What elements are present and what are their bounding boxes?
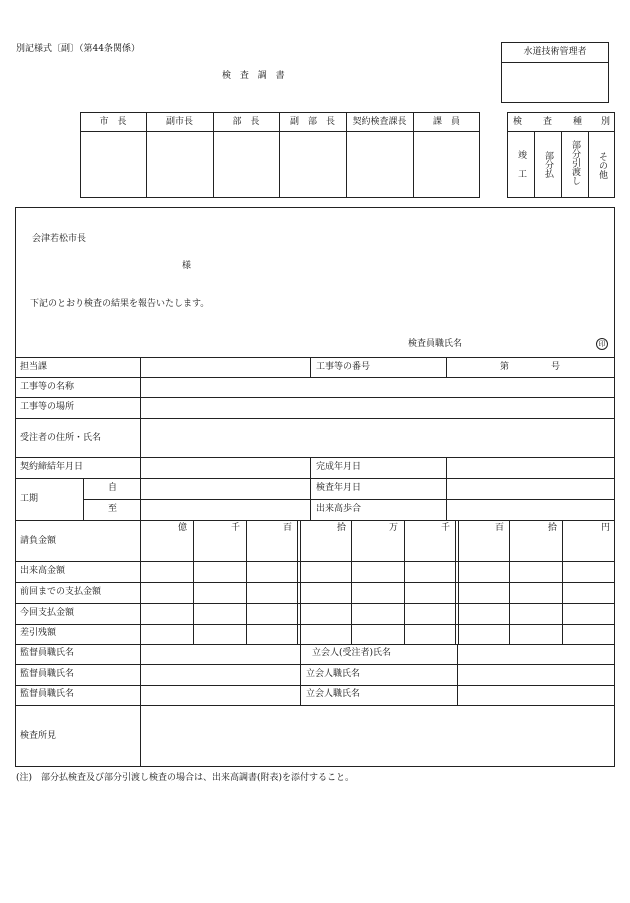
honorific: 様 <box>182 261 192 271</box>
type-partial-payment: 部分払 <box>543 151 553 178</box>
footnote: (注) 部分払検査及び部分引渡し検査の場合は、出来高調書(附表)を添付すること。 <box>16 773 355 783</box>
progress-rate-label: 出来高歩合 <box>316 504 362 514</box>
form-label: 別記様式〔副〕（第44条関係） <box>16 44 140 54</box>
seal-mark: 印 <box>596 338 608 350</box>
inspection-type-heading: 別 <box>601 117 611 127</box>
addressee: 会津若松市長 <box>32 234 87 244</box>
letter-body: 下記のとおり検査の結果を報告いたします。 <box>30 299 210 309</box>
unit-label: 千 <box>231 523 241 533</box>
approval-vice-mayor: 副市長 <box>165 117 193 127</box>
approval-mayor: 市 長 <box>99 117 127 127</box>
contractor-label: 受注者の住所・氏名 <box>20 433 102 443</box>
work-number-label: 工事等の番号 <box>316 362 371 372</box>
approval-section-chief: 契約検査課長 <box>352 117 407 127</box>
contract-amount-label: 請負金額 <box>20 536 57 546</box>
period-to: 至 <box>108 504 118 514</box>
type-completion: 竣工 <box>516 150 526 188</box>
current-payment-label: 今回支払金額 <box>20 608 75 618</box>
witness-label: 立会人職氏名 <box>306 689 361 699</box>
supervisor-label: 監督員職氏名 <box>20 648 75 658</box>
unit-label: 拾 <box>337 523 347 533</box>
type-partial-delivery: 部分引渡し <box>570 140 580 185</box>
unit-label: 百 <box>495 523 505 533</box>
progress-amount-label: 出来高金額 <box>20 566 66 576</box>
supervisor-label: 監督員職氏名 <box>20 689 75 699</box>
period-from: 自 <box>108 483 118 493</box>
inspection-type-heading: 種 <box>573 117 583 127</box>
unit-label: 拾 <box>548 523 558 533</box>
approval-deputy-director: 副 部 長 <box>289 117 335 127</box>
number-suffix: 号 <box>551 362 561 372</box>
balance-label: 差引残額 <box>20 628 57 638</box>
work-name-label: 工事等の名称 <box>20 382 75 392</box>
unit-label: 円 <box>601 523 611 533</box>
inspection-form <box>15 207 615 767</box>
inspect-date-label: 検査年月日 <box>316 483 362 493</box>
supervisor-label: 監督員職氏名 <box>20 669 75 679</box>
complete-date-label: 完成年月日 <box>316 462 362 472</box>
inspection-type-heading: 査 <box>543 117 553 127</box>
unit-label: 億 <box>178 523 188 533</box>
type-other: その他 <box>597 152 607 179</box>
approval-director: 部 長 <box>232 117 260 127</box>
witness-label: 立会人職氏名 <box>306 669 361 679</box>
unit-label: 千 <box>441 523 451 533</box>
period-label: 工期 <box>20 494 39 504</box>
prior-payment-label: 前回までの支払金額 <box>20 587 102 597</box>
page-title: 検 査 調 書 <box>222 71 288 81</box>
unit-label: 百 <box>283 523 293 533</box>
witness-contractor-label: 立会人(受注者)氏名 <box>312 648 392 658</box>
findings-label: 検査所見 <box>20 731 57 741</box>
inspection-type-heading: 検 <box>513 117 523 127</box>
work-place-label: 工事等の場所 <box>20 402 75 412</box>
inspector-name-label: 検査員職氏名 <box>408 339 463 349</box>
contract-date-label: 契約締結年月日 <box>20 462 84 472</box>
water-manager-label: 水道技術管理者 <box>523 47 587 57</box>
approval-staff: 課 員 <box>432 117 460 127</box>
unit-label: 万 <box>389 523 399 533</box>
number-prefix: 第 <box>500 362 510 372</box>
dept-label: 担当課 <box>20 362 48 372</box>
